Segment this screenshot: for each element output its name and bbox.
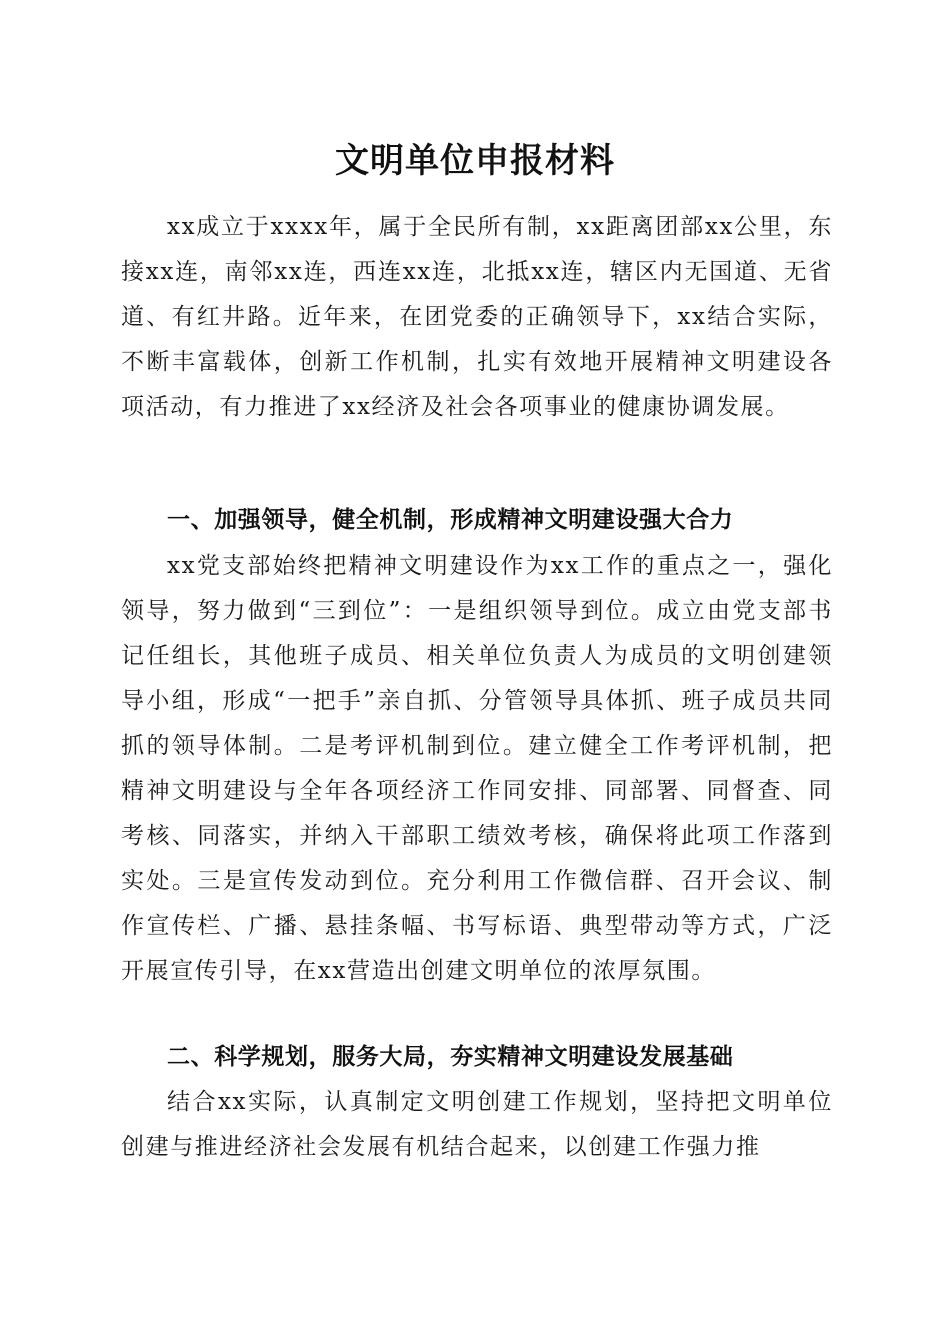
section-1-paragraph: xx党支部始终把精神文明建设作为xx工作的重点之一，强化领导，努力做到“三到位”：一是组织领导到位。成立由党支部书记任组长，其他班子成员、相关单位负责人为成员的文明创建领导小组，形成“一把手”亲自抓、分管领导具体抓、班子成员共同抓的领导体制。二是考评机制到位。建立健全工作考评机制，把精神文明建设与全年各项经济工作同安排、同部署、同督查、同考核、同落实，并纳入干部职工绩效考核，确保将此项工作落到实处。三是宣传发动到位。充分利用工作微信群、召开会议、制作宣传栏、广播、悬挂条幅、书写标语、典型带动等方式，广泛开展宣传引导，在xx营造出创建文明单位的浓厚氛围。: [121, 553, 833, 984]
section-2-paragraph: 结合xx实际，认真制定文明创建工作规划，坚持把文明单位创建与推进经济社会发展有机结合起来，以创建工作强力推: [121, 1089, 833, 1160]
section-2-heading: 二、科学规划，服务大局，夯实精神文明建设发展基础: [167, 1044, 734, 1070]
document-title: 文明单位申报材料: [335, 141, 615, 181]
section-1-heading: 一、加强领导，健全机制，形成精神文明建设强大合力: [167, 507, 734, 533]
intro-paragraph: xx成立于xxxx年，属于全民所有制，xx距离团部xx公里，东接xx连，南邻xx连，西连xx连，北抵xx连，辖区内无国道、无省道、有红井路。近年来，在团党委的正确领导下，xx结合实际，不断丰富载体，创新工作机制，扎实有效地开展精神文明建设各项活动，有力推进了xx经济及社会各项事业的健康协调发展。: [121, 214, 833, 420]
